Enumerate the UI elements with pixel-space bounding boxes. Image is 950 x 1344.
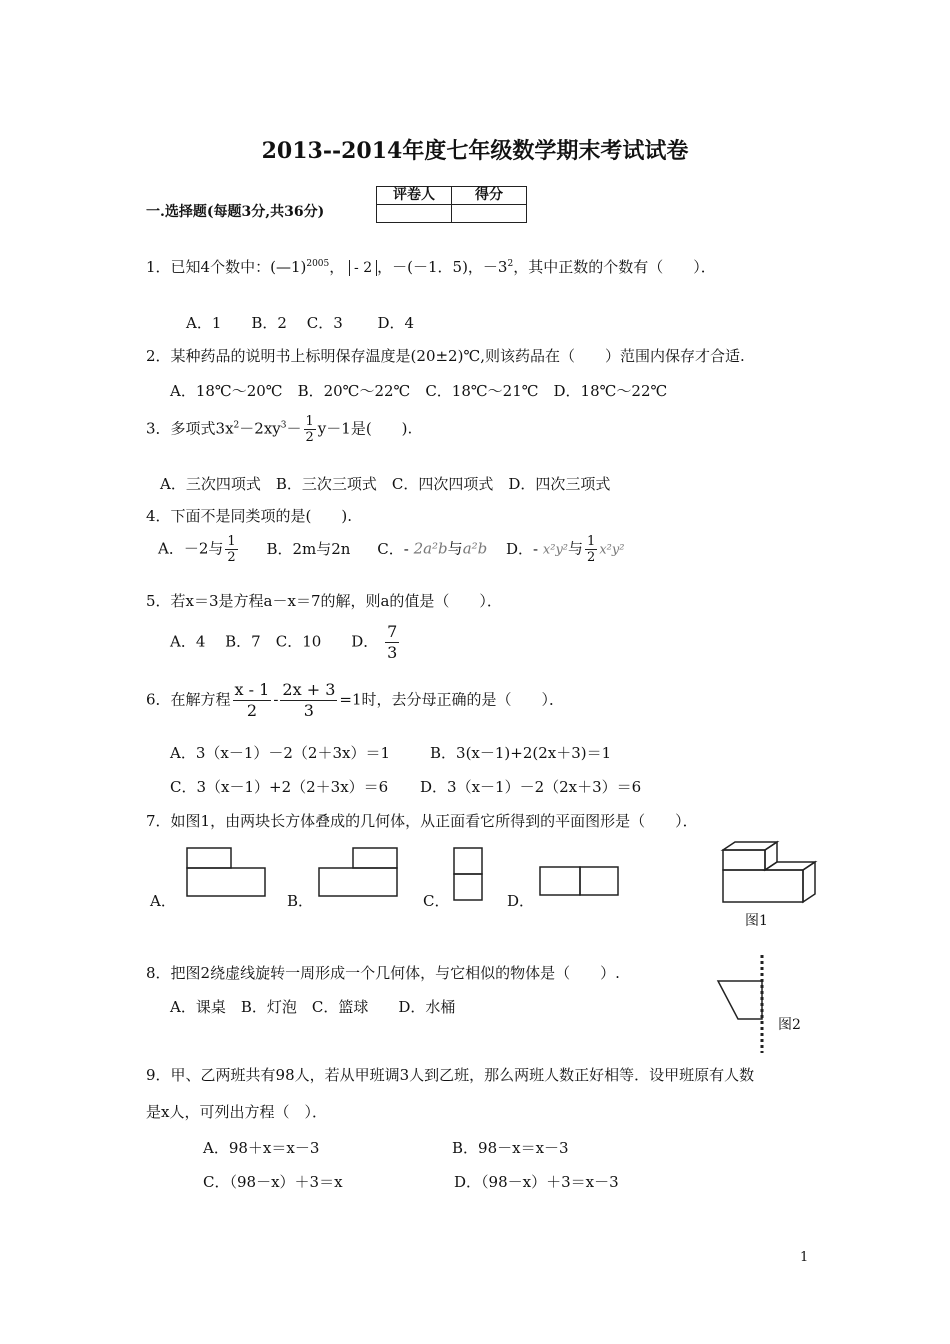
q4-opt-c-mid: 与 [447, 539, 463, 558]
question-5: 5．若x＝3是方程a－x＝7的解，则a的值是（ ）． [146, 592, 502, 610]
q7-a-top-block [187, 848, 231, 868]
question-7: 7．如图1，由两块长方体叠成的几何体，从正面看它所得到的平面图形是（ ）． [146, 812, 698, 830]
question-2: 2．某种药品的说明书上标明保存温度是(20±2)℃,则该药品在（ ）范围内保存才合适. [146, 347, 745, 365]
q5-opt-d-fraction [385, 622, 399, 663]
q7-label-d: D． [507, 892, 535, 910]
q7-option-a-figure [180, 845, 270, 900]
q6-f2-denominator: 3 [303, 701, 314, 720]
page-title: 2013--2014年度七年级数学期末考试试卷 [261, 138, 689, 164]
q4-opt-d: D．- [506, 539, 539, 558]
fig1-front-bottom [723, 870, 803, 902]
q7-d-left-block [540, 867, 580, 895]
q3-text-b: －2xy [239, 419, 281, 438]
q1-text-d: ，其中正数的个数有（ ）． [513, 258, 716, 276]
figure-1-solid [718, 838, 823, 908]
q4-opt-d-numerator: 1 [587, 534, 596, 549]
score-table-grader-cell [377, 205, 452, 223]
q3-fraction [304, 414, 316, 445]
fig1-bottom-side [803, 862, 815, 902]
question-3 [146, 414, 412, 445]
q4-opt-c: C．- [377, 539, 409, 558]
figure-2-shape [712, 953, 782, 1058]
q4-opt-a-denominator: 2 [227, 550, 236, 565]
q6-option-c: C．3（x－1）+2（2＋3x）＝6 [170, 778, 389, 796]
q3-exp-2: 3 [280, 420, 287, 431]
q3-text-d: y－1是( ). [317, 419, 413, 438]
q5-options-text: A．4 B．7 C．10 D． [170, 632, 379, 651]
q7-d-right-block [580, 867, 618, 895]
q1-text-a: 1．已知4个数中：(—1) [146, 258, 307, 276]
q7-label-b: B． [287, 892, 314, 910]
fig1-front-top [723, 850, 765, 870]
q3-text-c: － [286, 419, 302, 438]
q7-c-bottom-block [454, 874, 482, 900]
q4-options [158, 534, 624, 565]
q4-opt-d-expr-1: x²y² [542, 542, 569, 558]
q3-options: A．三次四项式 B．三次三项式 C．四次四项式 D．四次三项式 [160, 475, 611, 493]
q8-options: A．课桌 B．灯泡 C．篮球 D．水桶 [170, 998, 456, 1016]
q5-opt-d-denominator: 3 [387, 643, 398, 662]
q4-opt-b: B．2m与2n [266, 539, 351, 558]
question-8: 8．把图2绕虚线旋转一周形成一个几何体，与它相似的物体是（ ）. [146, 964, 620, 982]
q3-exp-1: 2 [233, 420, 240, 431]
q7-b-top-block [353, 848, 397, 868]
q7-b-bottom-block [319, 868, 397, 896]
score-table-score-header: 得分 [452, 187, 527, 205]
fig1-top-face [723, 842, 777, 850]
q6-option-d: D．3（x－1）－2（2x＋3）＝6 [420, 778, 642, 796]
q7-a-bottom-block [187, 868, 265, 896]
figure-1-caption: 图1 [745, 913, 768, 929]
q3-text-a: 3．多项式3x [146, 419, 234, 438]
q9-option-b: B．98－x＝x－3 [452, 1139, 569, 1157]
fig2-trapezoid [718, 981, 762, 1019]
q2-options: A．18℃～20℃ B．20℃～22℃ C．18℃～21℃ D．18℃～22℃ [170, 382, 668, 400]
q5-opt-d-numerator: 7 [387, 622, 398, 641]
q4-opt-c-expr-2: a²b [462, 539, 488, 558]
fig1-bottom-top-face [765, 862, 815, 870]
question-6 [146, 680, 564, 721]
q1-exponent: 2005 [306, 259, 330, 269]
q5-options [170, 622, 401, 663]
q6-f1-numerator: x - 1 [234, 680, 270, 699]
q6-text-b: =1时，去分母正确的是（ ）． [339, 690, 564, 709]
q7-option-b-figure [312, 845, 402, 900]
page-number: 1 [800, 1250, 809, 1265]
q7-label-c: C． [423, 892, 450, 910]
q6-text-a: 6．在解方程 [146, 690, 231, 709]
q7-option-c-figure [450, 845, 490, 905]
q3-frac-denominator: 2 [305, 430, 314, 445]
q4-opt-d-mid: 与 [568, 539, 584, 558]
q6-f1-denominator: 2 [246, 701, 258, 720]
q4-opt-d-expr-2: x²y² [599, 542, 625, 558]
question-9-line-2: 是x人，可列出方程（ ）． [146, 1103, 327, 1121]
q1-options: A．1 B．2 C．3 D．4 [186, 314, 415, 332]
q4-opt-a-numerator: 1 [227, 534, 236, 549]
q4-opt-c-expr-1: 2a²b [413, 539, 448, 558]
score-table-grader-header: 评卷人 [377, 187, 452, 205]
q6-option-a: A．3（x－1）－2（2＋3x）＝1 [170, 744, 391, 762]
q3-frac-numerator: 1 [305, 414, 314, 429]
q6-fraction-1 [233, 680, 272, 721]
q6-option-b: B．3(x－1)+2(2x＋3)＝1 [430, 744, 612, 762]
section-heading: 一.选择题(每题3分,共36分) [146, 204, 325, 220]
q6-f2-numerator: 2x + 3 [282, 680, 336, 699]
figure-2-caption: 图2 [778, 1017, 801, 1033]
q1-absolute-value: - 2 [349, 260, 377, 276]
q7-option-d-figure [535, 862, 625, 902]
q9-option-a: A．98＋x＝x－3 [203, 1139, 320, 1157]
q6-fraction-2 [280, 680, 337, 721]
q4-opt-d-fraction [585, 534, 597, 565]
question-4: 4．下面不是同类项的是( ). [146, 507, 353, 525]
q4-opt-a-fraction [225, 534, 237, 565]
question-1 [146, 256, 716, 277]
q9-option-d: D．（98－x）＋3＝x－3 [454, 1173, 619, 1191]
q4-opt-a: A．－2与 [158, 539, 224, 558]
q1-text-b: ， [329, 258, 345, 276]
score-table-score-cell [452, 205, 527, 223]
q6-minus: - [273, 690, 279, 709]
q7-c-top-block [454, 848, 482, 874]
q1-exponent-2: 2 [507, 259, 514, 269]
q1-text-c: ，－(－1．5)，－3 [377, 258, 508, 276]
q9-option-c: C．（98－x）＋3＝x [203, 1173, 343, 1191]
q7-label-a: A． [150, 892, 176, 910]
score-table [376, 186, 527, 223]
question-9-line-1: 9．甲、乙两班共有98人，若从甲班调3人到乙班，那么两班人数正好相等．设甲班原有人数 [146, 1066, 755, 1084]
q4-opt-d-denominator: 2 [587, 550, 596, 565]
